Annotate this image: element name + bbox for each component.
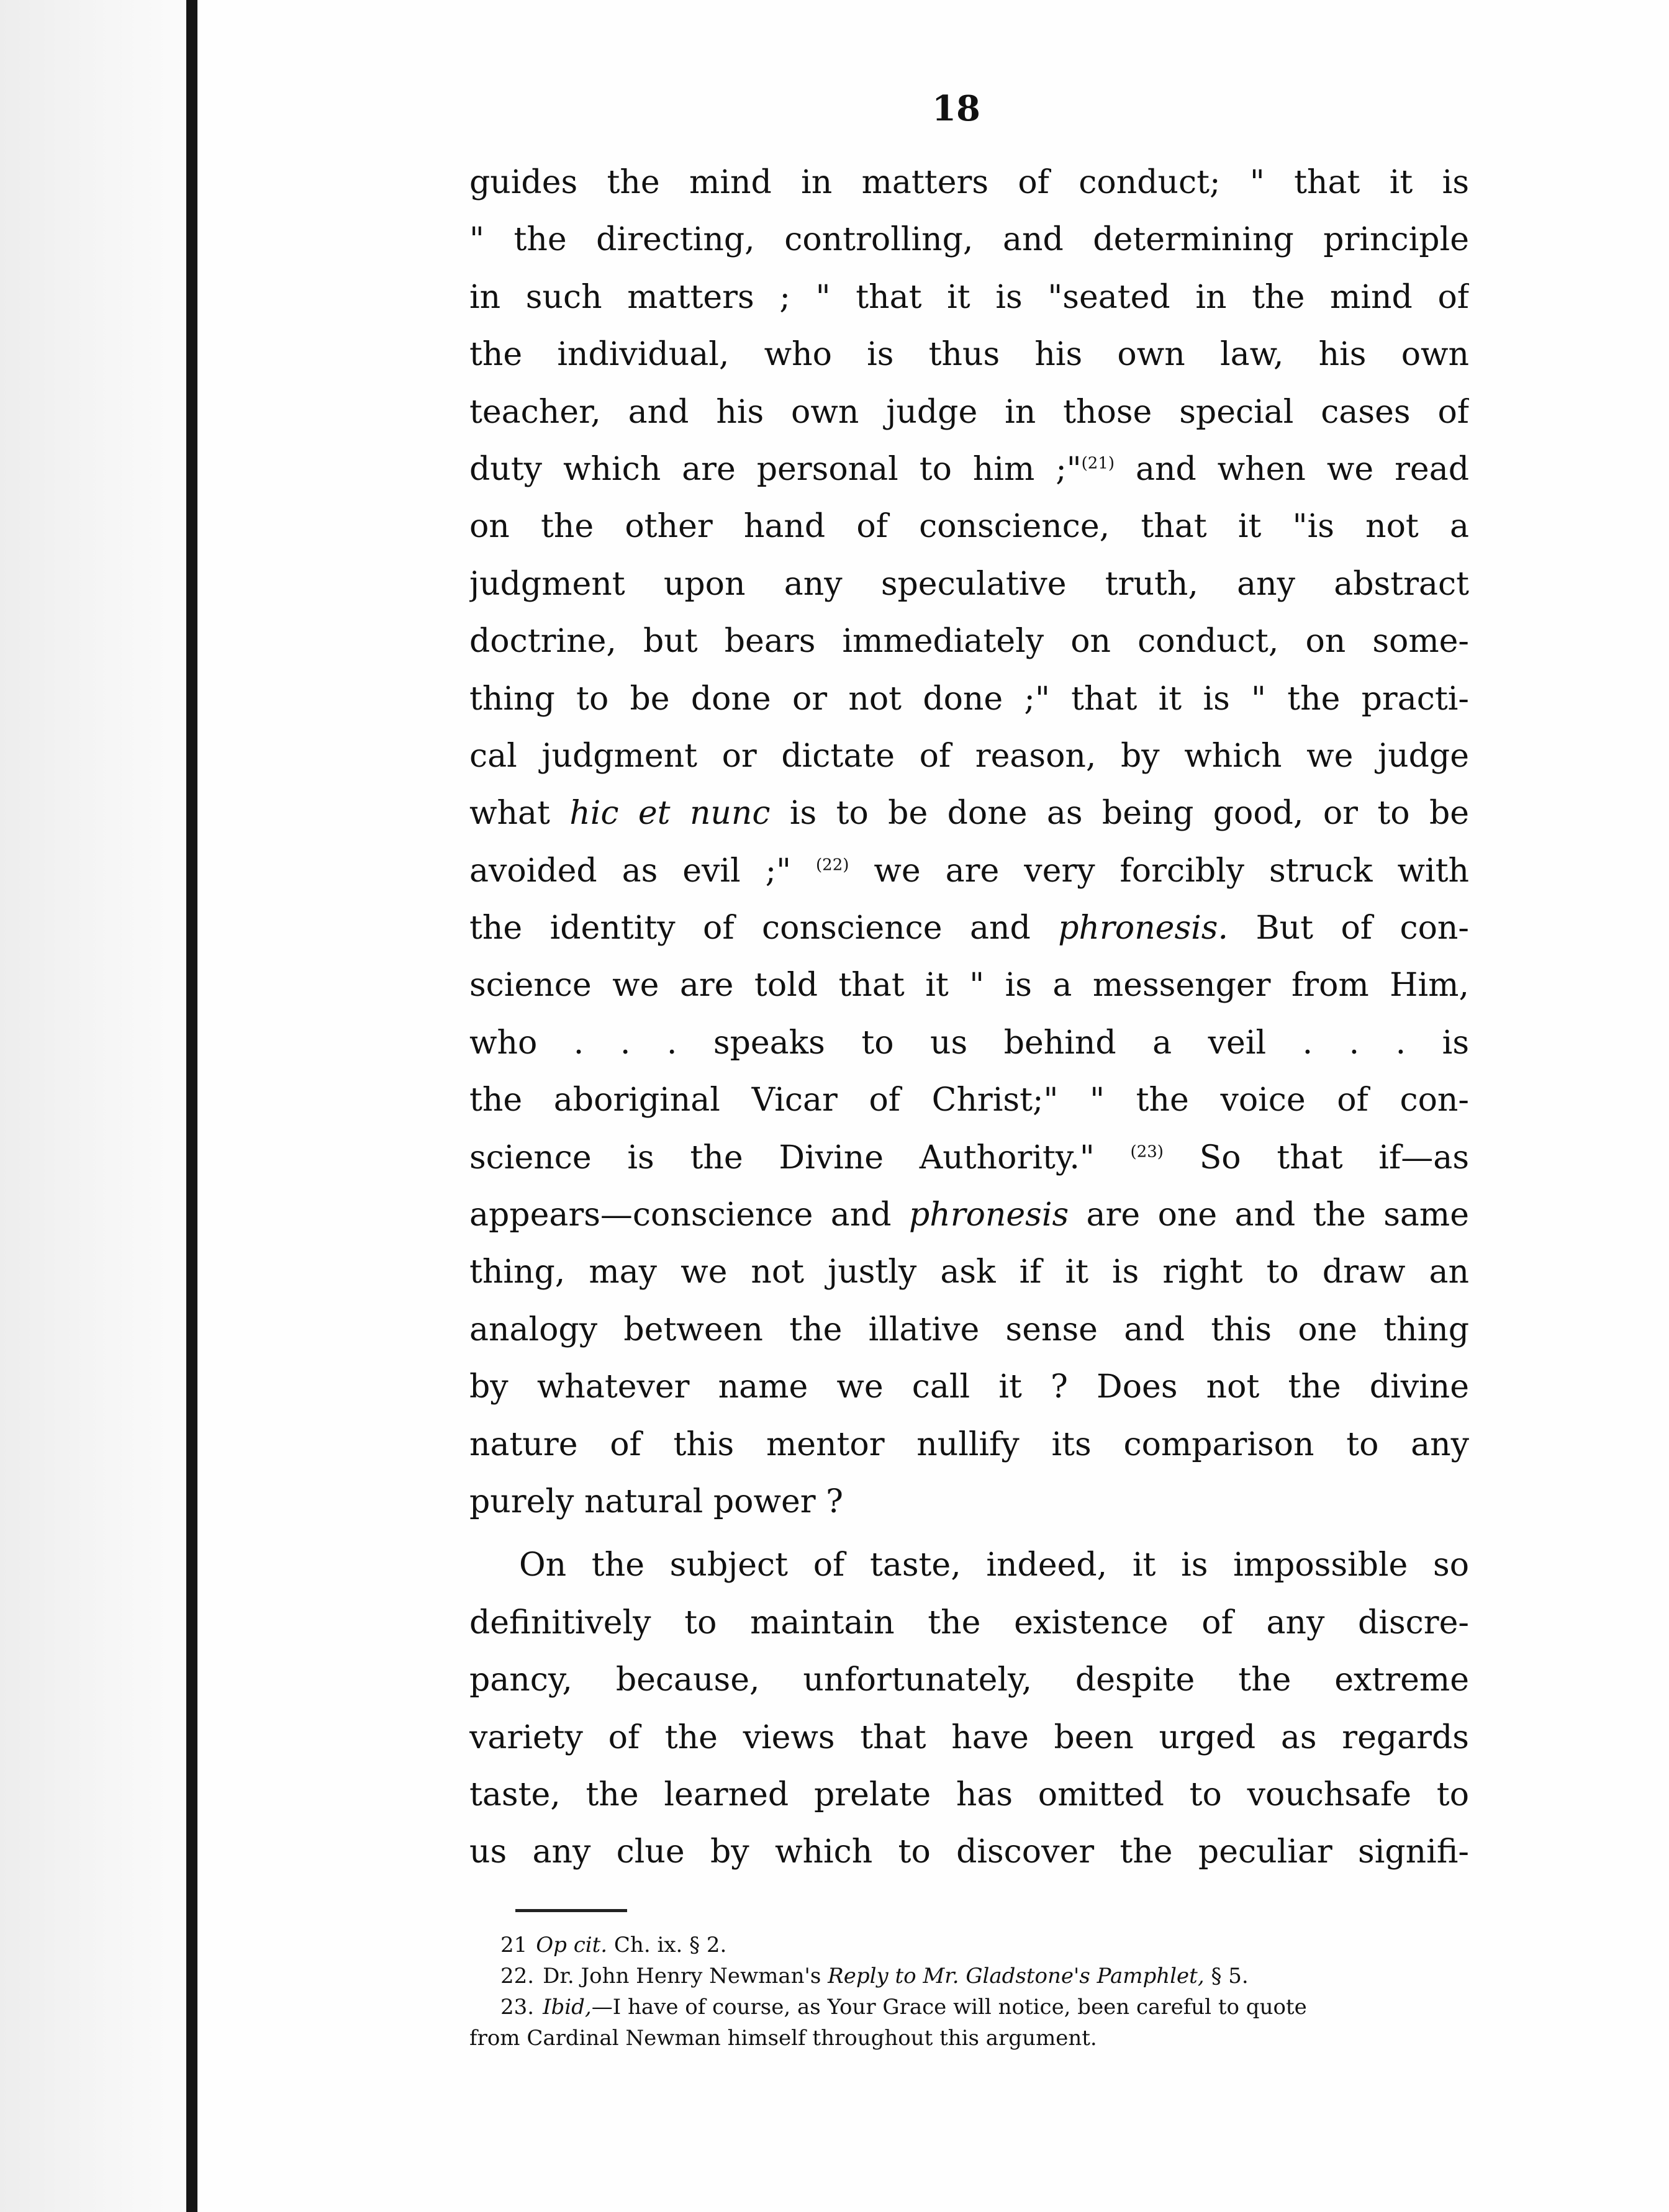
footnote-italic: Reply to Mr. Gladstone's Pamphlet, (828, 1964, 1205, 1989)
footnote-number: 23. (500, 1995, 535, 2020)
text-line: variety of the views that have been urged as regards (469, 1718, 1469, 1756)
footnote-23 (469, 1992, 1469, 2023)
footnotes (469, 1930, 1469, 2054)
footnote-text: § 5. (1204, 1964, 1249, 1989)
text-line: " the directing, controlling, and determining principle (469, 221, 1469, 259)
text-run: we are very forcibly struck with (849, 852, 1469, 890)
italic-phrase: hic et nunc (569, 795, 771, 833)
text-run: appears—conscience and (469, 1196, 909, 1234)
text-line: pancy, because, unfortunately, despite the extreme (469, 1661, 1469, 1699)
text-line: the aboriginal Vicar of Christ;" " the voice of con- (469, 1081, 1469, 1119)
text-line: purely natural power ? (469, 1483, 843, 1520)
footnote-ref-22: (22) (816, 855, 849, 875)
text-line: who . . . speaks to us behind a veil . . . is (469, 1024, 1469, 1062)
footnote-ref-23: (23) (1130, 1142, 1164, 1162)
footnote-text: —I have of course, as Your Grace will notice, been careful to quote (591, 1995, 1307, 2020)
text-line (469, 900, 1469, 957)
text-line: nature of this mentor nullify its comparison to any (469, 1425, 1469, 1463)
binding-edge-line (186, 0, 197, 2212)
text-line: doctrine, but bears immediately on conduct, on some- (469, 623, 1469, 661)
page-number: 18 (932, 88, 980, 129)
text-line: on the other hand of conscience, that it "is not a (469, 508, 1469, 546)
footnote-23-continued: from Cardinal Newman himself throughout this argument. (469, 2026, 1097, 2051)
text-run: are one and the same (1069, 1196, 1469, 1234)
text-line: definitively to maintain the existence of any discre- (469, 1604, 1469, 1641)
text-line: guides the mind in matters of conduct; " that it is (469, 164, 1469, 201)
text-run: avoided as evil ;" (469, 852, 816, 890)
text-run: and when we read (1115, 450, 1469, 488)
text-line: taste, the learned prelate has omitted to vouchsafe to (469, 1776, 1469, 1813)
text-line: by whatever name we call it ? Does not the divine (469, 1368, 1469, 1406)
italic-phrase: phronesis (908, 1196, 1069, 1234)
footnote-separator (515, 1909, 627, 1912)
text-run: the identity of conscience and (469, 910, 1059, 947)
text-line: analogy between the illative sense and this one thing (469, 1311, 1469, 1348)
footnote-22 (469, 1961, 1469, 1992)
text-run: So that if—as (1163, 1139, 1469, 1176)
text-line (469, 441, 1469, 498)
footnote-text: Ch. ix. § 2. (607, 1933, 727, 1957)
footnote-number: 22. (500, 1964, 535, 1989)
body-text (469, 154, 1469, 1881)
text-line (469, 785, 1469, 842)
text-line: us any clue by which to discover the peculiar signifi- (469, 1833, 1469, 1871)
text-run: But of con- (1228, 910, 1469, 947)
italic-phrase: phronesis. (1058, 910, 1228, 947)
text-line: cal judgment or dictate of reason, by which we judge (469, 737, 1469, 775)
text-line (469, 1186, 1469, 1244)
text-line: thing, may we not justly ask if it is right to draw an (469, 1253, 1469, 1291)
text-line: teacher, and his own judge in those special cases of (469, 393, 1469, 431)
footnote-number: 21 (500, 1933, 528, 1957)
footnote-text: Dr. John Henry Newman's (543, 1964, 828, 1989)
text-run: science is the Divine Authority." (469, 1139, 1131, 1176)
text-line: judgment upon any speculative truth, any abstract (469, 565, 1469, 603)
text-run: duty which are personal to him ;" (469, 450, 1082, 488)
text-line: science we are told that it " is a messenger from Him, (469, 967, 1469, 1004)
text-line: On the subject of taste, indeed, it is impossible so (519, 1546, 1469, 1584)
text-run: what (469, 795, 570, 833)
text-run: is to be done as being good, or to be (770, 795, 1469, 833)
left-margin-shadow (0, 0, 186, 2212)
text-line: thing to be done or not done ;" that it is " the practi- (469, 680, 1469, 718)
footnote-ref-21: (21) (1081, 454, 1115, 473)
footnote-21 (469, 1930, 1469, 1961)
footnote-italic: Ibid, (543, 1995, 592, 2020)
text-line (469, 842, 1469, 900)
text-line: the individual, who is thus his own law, his own (469, 336, 1469, 374)
paragraph-gap (469, 1530, 1469, 1537)
text-line: in such matters ; " that it is "seated in the mind of (469, 278, 1469, 316)
text-line (469, 1129, 1469, 1186)
footnote-italic: Op cit. (536, 1933, 608, 1957)
